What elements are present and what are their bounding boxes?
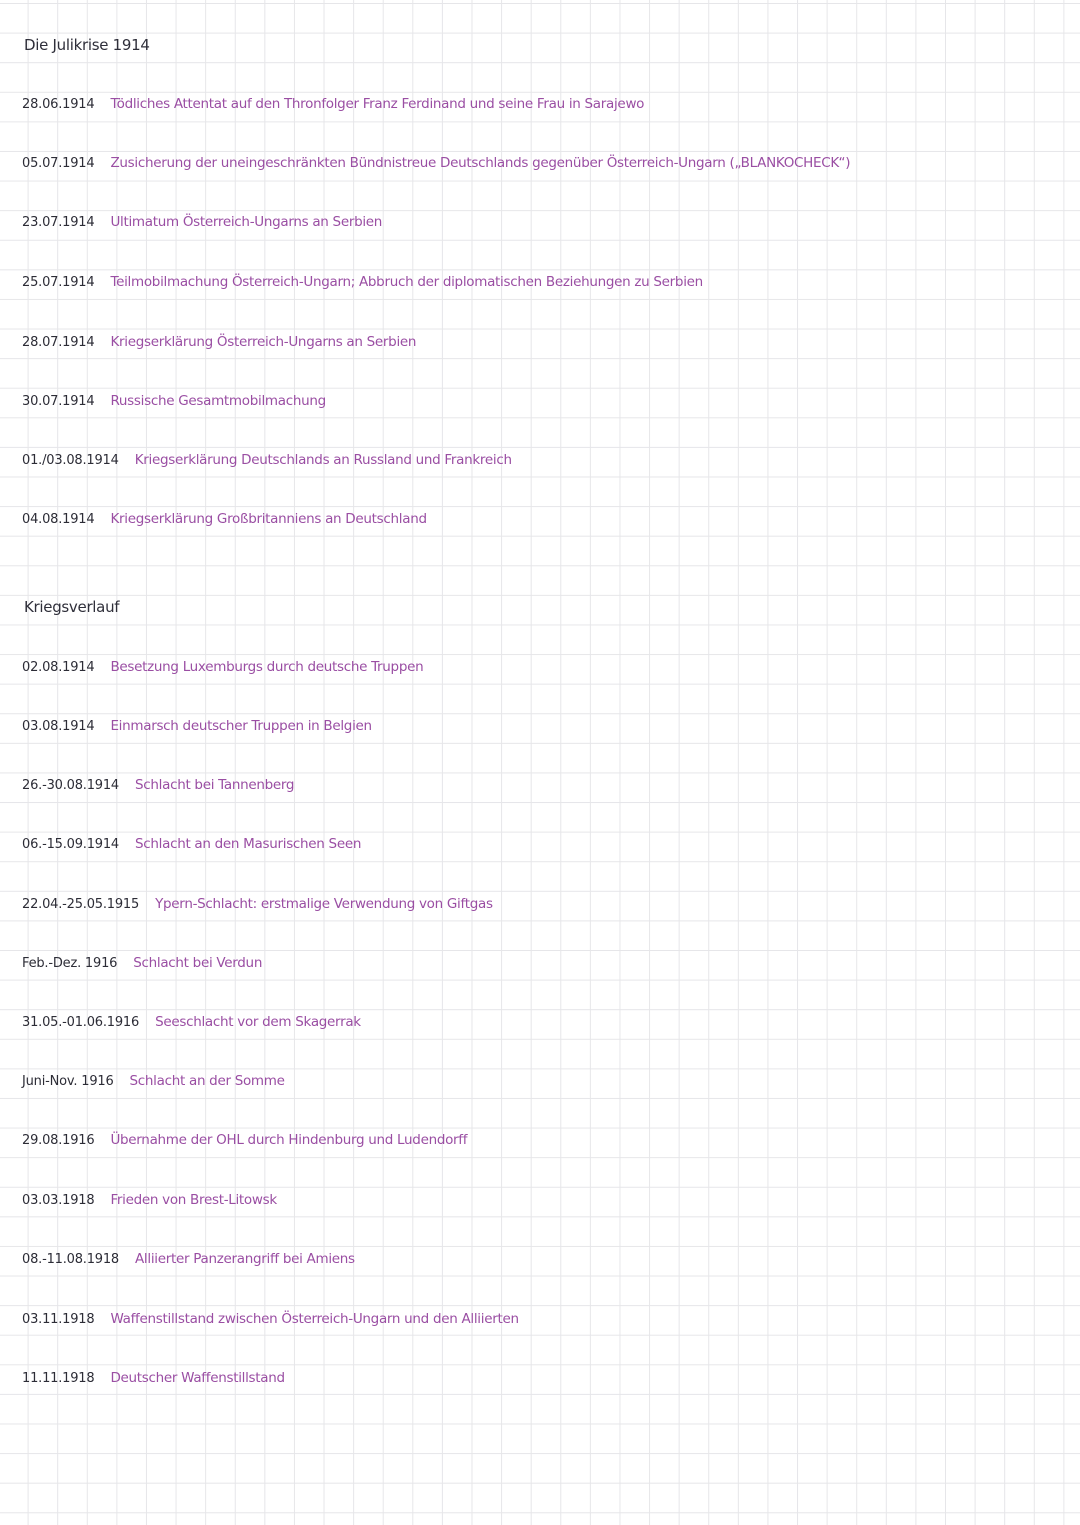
entry-event: Teilmobilmachung Österreich-Ungarn; Abbruch der diplomatischen Beziehungen zu Serbien bbox=[110, 274, 703, 290]
entry-event: Seeschlacht vor dem Skagerrak bbox=[155, 1014, 361, 1030]
entry-event: Übernahme der OHL durch Hindenburg und Ludendorff bbox=[110, 1132, 468, 1148]
timeline-entry bbox=[22, 155, 850, 171]
timeline-entry bbox=[22, 452, 512, 468]
entry-event: Einmarsch deutscher Truppen in Belgien bbox=[110, 718, 372, 734]
entry-date: 22.04.-25.05.1915 bbox=[22, 897, 140, 912]
entry-date: 11.11.1918 bbox=[22, 1371, 95, 1386]
entry-date: 03.03.1918 bbox=[22, 1193, 95, 1208]
entry-date: 02.08.1914 bbox=[22, 660, 95, 675]
entry-date: Juni-Nov. 1916 bbox=[22, 1074, 114, 1089]
timeline-entry bbox=[22, 777, 294, 793]
timeline-entry bbox=[22, 274, 703, 290]
timeline-entry bbox=[22, 214, 382, 230]
timeline-entry bbox=[22, 1132, 467, 1148]
timeline-entry bbox=[22, 511, 427, 527]
entry-event: Tödliches Attentat auf den Thronfolger Franz Ferdinand und seine Frau in Sarajewo bbox=[110, 96, 645, 112]
entry-event: Waffenstillstand zwischen Österreich-Ungarn und den Alliierten bbox=[110, 1311, 519, 1327]
entry-event: Schlacht bei Tannenberg bbox=[135, 777, 295, 793]
entry-date: 03.08.1914 bbox=[22, 719, 95, 734]
section-title-julikrise: Die Julikrise 1914 bbox=[24, 36, 150, 54]
timeline-entry bbox=[22, 1014, 361, 1030]
timeline-entry bbox=[22, 1251, 355, 1267]
timeline-entry bbox=[22, 659, 423, 675]
entry-event: Zusicherung der uneingeschränkten Bündnistreue Deutschlands gegenüber Österreich-Ungarn („BLANKOCHECK“) bbox=[110, 155, 851, 171]
entry-event: Alliierter Panzerangriff bei Amiens bbox=[135, 1251, 355, 1267]
entry-event: Frieden von Brest-Litowsk bbox=[110, 1192, 277, 1208]
section-title-kriegsverlauf: Kriegsverlauf bbox=[24, 598, 120, 616]
entry-date: 30.07.1914 bbox=[22, 394, 95, 409]
entry-date: Feb.-Dez. 1916 bbox=[22, 956, 118, 971]
entry-date: 26.-30.08.1914 bbox=[22, 778, 119, 793]
timeline-entry bbox=[22, 334, 416, 350]
timeline-entry bbox=[22, 718, 372, 734]
timeline-entry bbox=[22, 393, 326, 409]
entry-event: Kriegserklärung Österreich-Ungarns an Serbien bbox=[110, 334, 417, 350]
entry-date: 29.08.1916 bbox=[22, 1133, 95, 1148]
entry-date: 03.11.1918 bbox=[22, 1312, 95, 1327]
timeline-entry bbox=[22, 96, 644, 112]
timeline-entry bbox=[22, 1311, 519, 1327]
timeline-entry bbox=[22, 1073, 285, 1089]
timeline-entry bbox=[22, 955, 262, 971]
entry-date: 06.-15.09.1914 bbox=[22, 837, 119, 852]
entry-event: Schlacht an den Masurischen Seen bbox=[135, 836, 362, 852]
entry-date: 05.07.1914 bbox=[22, 156, 95, 171]
entry-event: Kriegserklärung Deutschlands an Russland und Frankreich bbox=[134, 452, 512, 468]
entry-date: 25.07.1914 bbox=[22, 275, 95, 290]
timeline-entry bbox=[22, 836, 361, 852]
entry-date: 28.07.1914 bbox=[22, 335, 95, 350]
entry-event: Ypern-Schlacht: erstmalige Verwendung von Giftgas bbox=[155, 896, 493, 912]
entry-date: 31.05.-01.06.1916 bbox=[22, 1015, 140, 1030]
timeline-entry bbox=[22, 1370, 285, 1386]
entry-event: Schlacht an der Somme bbox=[129, 1073, 285, 1089]
entry-date: 08.-11.08.1918 bbox=[22, 1252, 119, 1267]
entry-event: Kriegserklärung Großbritanniens an Deutschland bbox=[110, 511, 427, 527]
entry-event: Ultimatum Österreich-Ungarns an Serbien bbox=[110, 214, 383, 230]
entry-event: Deutscher Waffenstillstand bbox=[110, 1370, 285, 1386]
entry-date: 23.07.1914 bbox=[22, 215, 95, 230]
timeline-entry bbox=[22, 896, 493, 912]
entry-event: Russische Gesamtmobilmachung bbox=[110, 393, 326, 409]
entry-date: 28.06.1914 bbox=[22, 97, 95, 112]
entry-event: Besetzung Luxemburgs durch deutsche Truppen bbox=[110, 659, 424, 675]
entry-event: Schlacht bei Verdun bbox=[133, 955, 263, 971]
timeline-entry bbox=[22, 1192, 277, 1208]
entry-date: 01./03.08.1914 bbox=[22, 453, 119, 468]
entry-date: 04.08.1914 bbox=[22, 512, 95, 527]
